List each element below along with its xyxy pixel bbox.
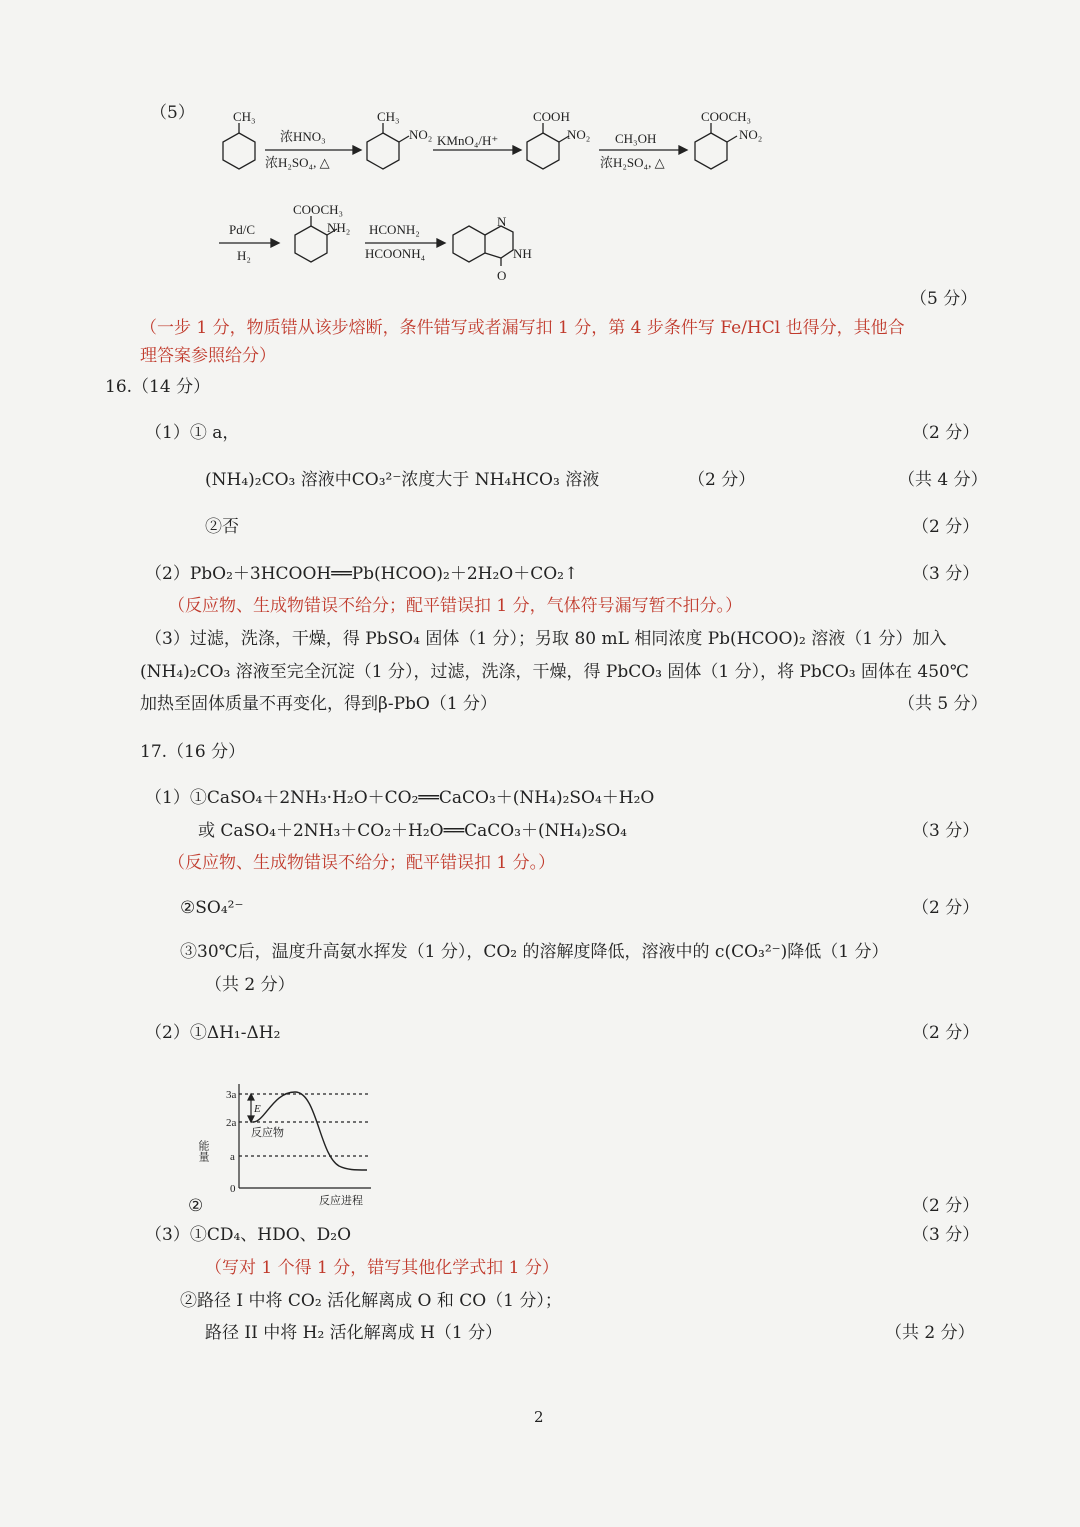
benzene-ring-2 [367,133,399,169]
q17-p3-b-total: （共 2 分） [885,1323,975,1343]
arrow5-top-label: HCONH₂ [369,222,420,237]
q15-note-line1: （一步 1 分，物质错从该步熔断，条件错写或者漏写扣 1 分，第 4 步条件写 Fe/HCl 也得分，其他合 [140,318,905,338]
benzene-ring-3 [527,133,559,169]
q16-p1-a-score: （2 分） [912,423,980,443]
mol5-sub-side: NH₂ [327,220,351,235]
q16-p1-c: ②否 [205,517,239,537]
arrow4-bottom-label: H₂ [237,248,251,263]
mol3-sub-side: NO₂ [567,127,591,142]
q16-p1-c-score: （2 分） [912,517,980,537]
mol1-sub-top: CH₃ [233,109,256,124]
q17-p2-a: （2）①ΔH₁-ΔH₂ [145,1023,281,1043]
q17-p3-a-note: （写对 1 个得 1 分，错写其他化学式扣 1 分） [205,1258,559,1278]
benzene-ring-4 [695,133,727,169]
arrow5-bottom-label: HCOONH₄ [365,246,426,261]
y-axis-label: 能量 [197,1140,209,1162]
q17-p1-c-line1: ③30℃后，温度升高氨水挥发（1 分），CO₂ 的溶解度降低，溶液中的 c(CO₃²⁻)降低（1 分） [180,942,889,962]
q15-part-label: （5） [150,103,195,123]
q16-p3-line1: （3）过滤，洗涤，干燥，得 PbSO₄ 固体（1 分）；另取 80 mL 相同浓度 Pb(HCOO)₂ 溶液（1 分）加入 [145,629,947,649]
tick-3a: 3a [226,1089,237,1101]
q16-p3-line3: 加热至固体质量不再变化，得到β-PbO（1 分） [140,694,498,714]
q16-p1-b-total: （共 4 分） [898,470,988,490]
tick-a: a [230,1151,235,1163]
page-number: 2 [534,1408,544,1426]
x-axis-label: 反应进程 [319,1195,363,1207]
q17-p2-b-score: （2 分） [912,1196,980,1216]
q17-p2-a-score: （2 分） [912,1023,980,1043]
q16-header: 16.（14 分） [105,377,211,397]
q16-p1-a: （1）① a， [145,423,240,443]
q16-p3-total: （共 5 分） [898,694,988,714]
q16-p1-b: (NH₄)₂CO₃ 溶液中CO₃²⁻浓度大于 NH₄HCO₃ 溶液 [205,470,600,490]
synthesis-route-row1 [205,105,785,190]
reactant-label: 反应物 [251,1127,284,1139]
arrow1-bottom-label: 浓H₂SO₄, △ [265,155,330,170]
ea-label: E [254,1103,261,1115]
q17-p3-b-line1: ②路径 I 中将 CO₂ 活化解离成 O 和 CO（1 分）； [180,1291,562,1311]
q17-p1-b-score: （2 分） [912,898,980,918]
mol4-sub-side: NO₂ [739,127,763,142]
synthesis-route-row2 [215,198,545,288]
mol5-sub-top: COOCH₃ [293,202,344,217]
arrow2-top-label: KMnO₄/H⁺ [437,133,499,148]
mol2-sub-side: NO₂ [409,127,433,142]
mol2-sub-top: CH₃ [377,109,400,124]
arrow3-top-label: CH₃OH [615,131,657,146]
energy-profile-graph [195,1078,385,1208]
tick-0: 0 [230,1183,236,1195]
q15-score: （5 分） [910,289,978,309]
mol3-sub-top: COOH [533,109,570,124]
q17-p1-score: （3 分） [912,821,980,841]
mol4-sub-top: COOCH₃ [701,109,752,124]
tick-2a: 2a [226,1117,237,1129]
q17-p1-line1: （1）①CaSO₄＋2NH₃·H₂O＋CO₂══CaCO₃＋(NH₄)₂SO₄＋H₂O [145,788,655,808]
q17-p3-a: （3）①CD₄、HDO、D₂O [145,1225,352,1245]
q17-p1-note: （反应物、生成物错误不给分；配平错误扣 1 分。） [168,853,556,873]
q17-header: 17.（16 分） [140,742,246,762]
q16-p2-note: （反应物、生成物错误不给分；配平错误扣 1 分，气体符号漏写暂不扣分。） [168,596,743,616]
q17-p3-a-score: （3 分） [912,1225,980,1245]
q17-p1-line2: 或 CaSO₄＋2NH₃＋CO₂＋H₂O══CaCO₃＋(NH₄)₂SO₄ [198,821,627,841]
q16-p1-b-score: （2 分） [688,470,756,490]
q16-p2-score: （3 分） [912,564,980,584]
benzene-ring-1 [223,133,255,169]
arrow3-bottom-label: 浓H₂SO₄, △ [600,155,665,170]
q17-p2-b-label: ② [188,1196,204,1216]
q16-p3-line2: (NH₄)₂CO₃ 溶液至完全沉淀（1 分），过滤，洗涤，干燥，得 PbCO₃ 固体（1 分），将 PbCO₃ 固体在 450℃ [140,662,969,682]
q17-p3-b-line2: 路径 II 中将 H₂ 活化解离成 H（1 分） [205,1323,503,1343]
q17-p1-c-line2: （共 2 分） [205,975,295,995]
benzene-ring-5 [295,226,327,262]
q15-note-line2: 理答案参照给分） [140,346,276,366]
q16-p2-equation: （2）PbO₂＋3HCOOH══Pb(HCOO)₂＋2H₂O＋CO₂↑ [145,564,579,584]
mol6-n1: N [497,214,507,229]
q17-p1-b: ②SO₄²⁻ [180,898,244,918]
arrow1-top-label: 浓HNO₃ [280,129,326,144]
mol6-o: O [497,268,507,283]
benzene-ring-6 [453,226,485,262]
mol6-nh: NH [513,246,532,261]
arrow4-top-label: Pd/C [229,222,256,237]
